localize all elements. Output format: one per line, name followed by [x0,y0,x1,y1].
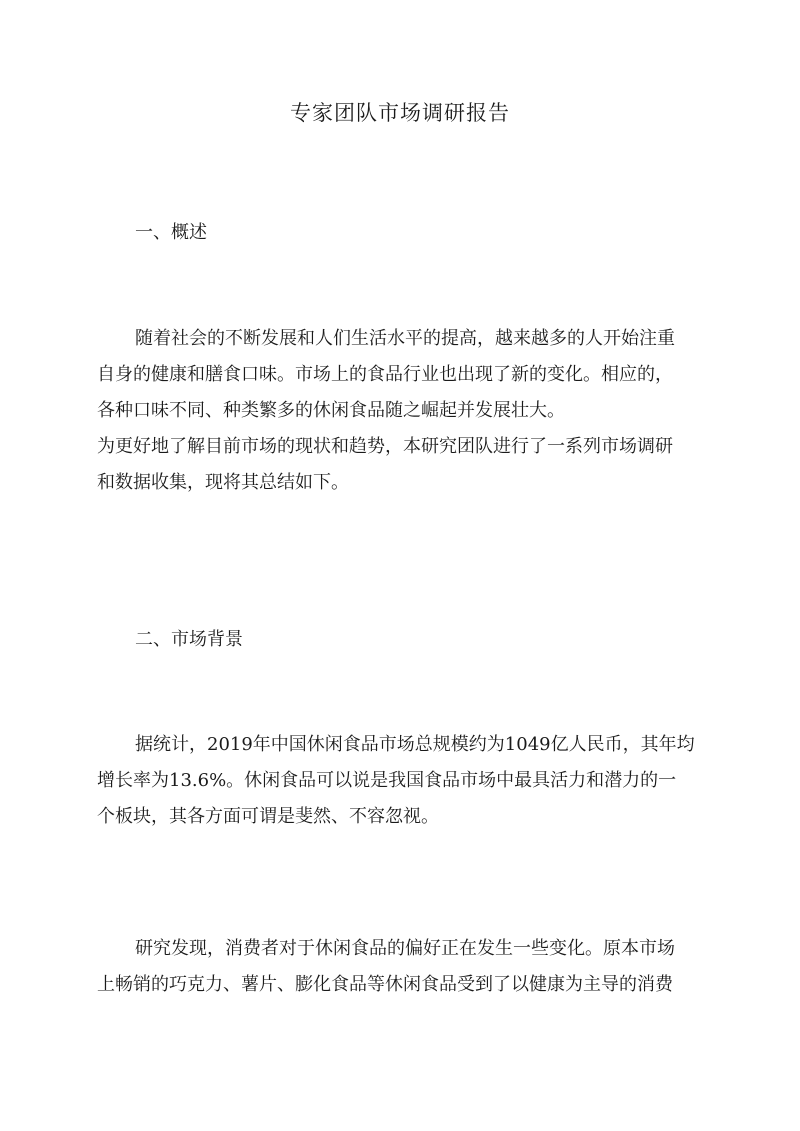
market-stats-paragraph [97,727,709,835]
paragraph-line: 自身的健康和膳食口味。市场上的食品行业也出现了新的变化。相应的， [97,364,673,385]
paragraph-line: 各种口味不同、种类繁多的休闲食品随之崛起并发展壮大。 [97,400,565,421]
paragraph-line: 和数据收集，现将其总结如下。 [97,472,349,493]
paragraph-line: 增长率为13.6%。休闲食品可以说是我国食品市场中最具活力和潜力的一 [97,770,677,791]
paragraph-line: 随着社会的不断发展和人们生活水平的提高，越来越多的人开始注重 [135,328,675,349]
section-heading-overview: 一、概述 [135,222,207,243]
paragraph-line: 上畅销的巧克力、薯片、膨化食品等休闲食品受到了以健康为主导的消费 [97,974,673,995]
overview-paragraph [97,321,709,501]
paragraph-line: 据统计，2019年中国休闲食品市场总规模约为1049亿人民币，其年均 [135,734,695,755]
paragraph-line: 个板块，其各方面可谓是斐然、不容忽视。 [97,806,439,827]
document-title: 专家团队市场调研报告 [290,101,510,125]
section-heading-market-background: 二、市场背景 [135,629,243,650]
consumer-preference-paragraph [97,931,709,1003]
paragraph-line: 研究发现，消费者对于休闲食品的偏好正在发生一些变化。原本市场 [135,938,675,959]
paragraph-line: 为更好地了解目前市场的现状和趋势，本研究团队进行了一系列市场调研 [97,436,673,457]
